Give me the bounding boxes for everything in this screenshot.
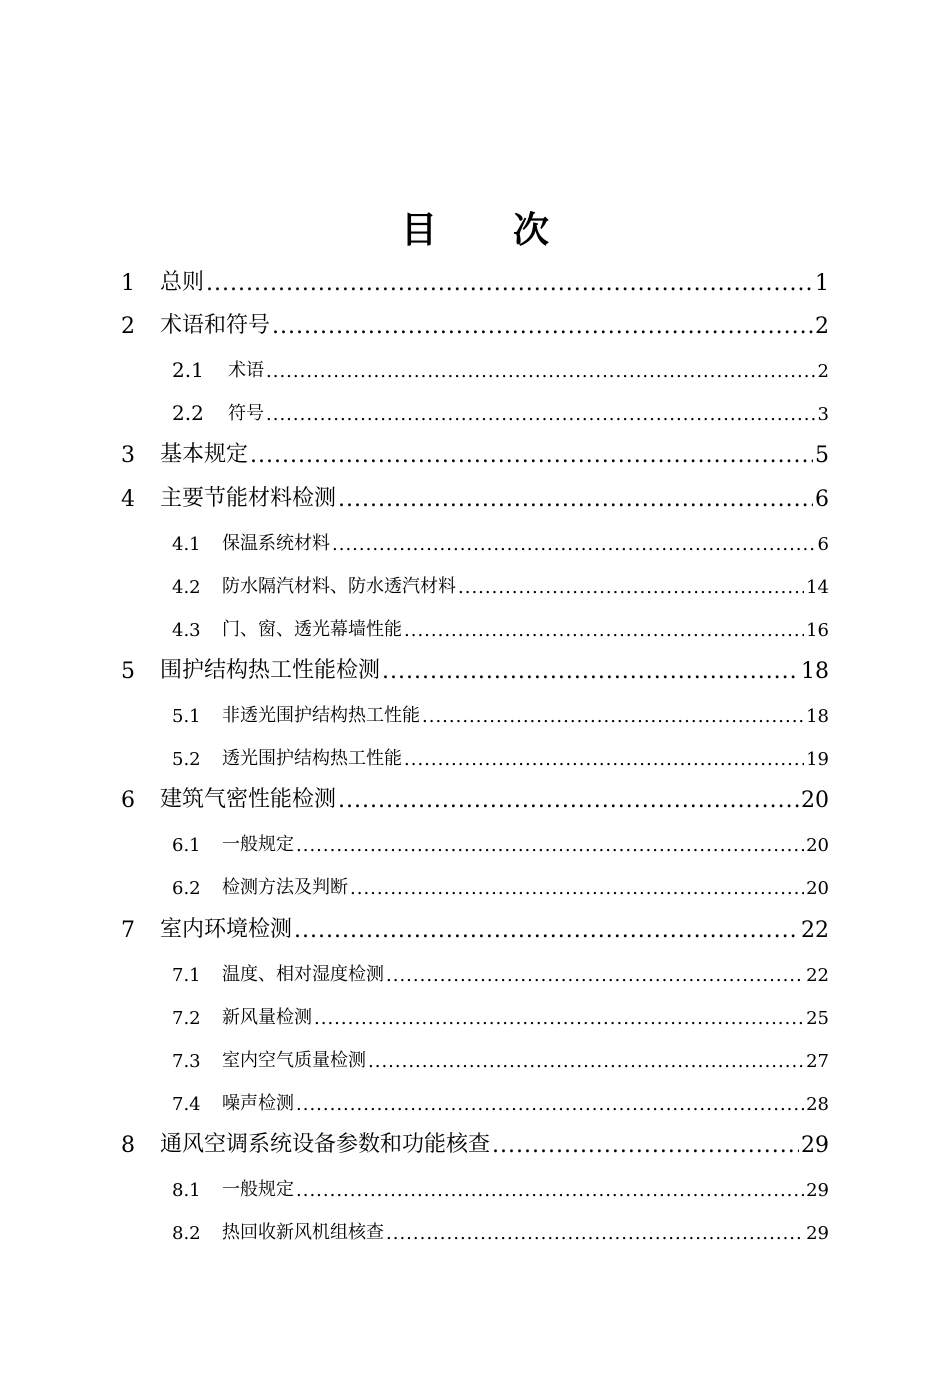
toc-entry-title: 总则 (160, 270, 205, 295)
toc-entry-number: 6.1 (172, 835, 201, 857)
toc-entry-title: 保温系统材料 (222, 532, 330, 554)
toc-dot-leader (338, 487, 813, 512)
page-title-char-1: 目 (400, 209, 437, 252)
toc-entry-number: 7.2 (172, 1007, 201, 1029)
toc-entry-title: 检测方法及判断 (222, 877, 348, 899)
toc-entry[interactable] (172, 1083, 829, 1115)
toc-entry[interactable] (172, 1212, 829, 1244)
toc-entry-number: 5.2 (172, 749, 201, 771)
toc-dot-leader (296, 835, 804, 856)
toc-entry-title: 主要节能材料检测 (160, 485, 337, 511)
toc-entry-page-number: 29 (806, 1223, 829, 1245)
toc-entry[interactable] (121, 307, 829, 339)
toc-dot-leader (294, 918, 799, 943)
toc-entry[interactable] (172, 1040, 829, 1072)
toc-entry-number: 5 (121, 658, 135, 684)
toc-dot-leader (314, 1008, 804, 1029)
toc-entry-page-number: 20 (801, 788, 829, 814)
toc-entry-number: 6.2 (172, 878, 201, 900)
toc-entry[interactable] (121, 480, 829, 512)
toc-entry[interactable] (121, 436, 829, 468)
toc-entry[interactable] (172, 523, 829, 555)
toc-entry-number: 1 (121, 271, 135, 296)
toc-entry-title: 符号 (228, 403, 264, 425)
page-title (0, 202, 950, 253)
toc-dot-leader (404, 749, 804, 770)
toc-entry-number: 6 (121, 788, 135, 814)
toc-entry[interactable] (172, 609, 829, 641)
toc-entry-title: 围护结构热工性能检测 (160, 657, 381, 683)
toc-dot-leader (266, 361, 816, 382)
toc-dot-leader (332, 534, 816, 555)
toc-entry-page-number: 27 (806, 1050, 829, 1072)
toc-entry-page-number: 18 (806, 706, 829, 727)
toc-entry-page-number: 28 (806, 1093, 829, 1115)
toc-dot-leader (338, 788, 799, 813)
toc-entry-number: 4.2 (172, 576, 201, 598)
toc-dot-leader (382, 659, 799, 684)
toc-entry-number: 2 (121, 314, 135, 340)
toc-entry[interactable] (172, 738, 829, 770)
toc-dot-leader (206, 271, 813, 296)
toc-entry-title: 温度、相对湿度检测 (222, 963, 384, 985)
toc-entry-title: 门、窗、透光幕墙性能 (222, 618, 402, 640)
toc-entry[interactable] (172, 350, 829, 382)
toc-entry-page-number: 2 (815, 314, 829, 340)
toc-entry-title: 一般规定 (222, 1179, 294, 1201)
toc-entry-title: 通风空调系统设备参数和功能核查 (160, 1132, 491, 1157)
toc-dot-leader (296, 1180, 804, 1201)
toc-entry-page-number: 1 (815, 271, 829, 296)
toc-entry-number: 4.1 (172, 533, 201, 555)
toc-entry-page-number: 22 (806, 964, 829, 986)
toc-entry[interactable] (121, 781, 829, 813)
page-title-char-2: 次 (513, 209, 550, 252)
toc-dot-leader (272, 314, 813, 339)
toc-dot-leader (296, 1094, 804, 1115)
toc-dot-leader (266, 404, 816, 425)
toc-entry-page-number: 19 (806, 749, 829, 771)
toc-entry[interactable] (121, 1126, 829, 1158)
toc-entry-number: 5.1 (172, 706, 201, 727)
toc-dot-leader (404, 620, 804, 641)
toc-entry-page-number: 29 (801, 1133, 829, 1158)
toc-entry-title: 基本规定 (160, 442, 249, 468)
toc-entry-title: 新风量检测 (222, 1006, 312, 1028)
toc-entry-page-number: 5 (815, 443, 829, 469)
toc-entry-number: 2.1 (172, 358, 204, 383)
toc-dot-leader (422, 706, 804, 727)
toc-entry-title: 一般规定 (222, 834, 294, 856)
toc-entry[interactable] (172, 695, 829, 727)
toc-entry-number: 7.3 (172, 1050, 201, 1072)
toc-entry-page-number: 18 (801, 658, 829, 684)
toc-entry-title: 建筑气密性能检测 (160, 787, 337, 813)
toc-entry[interactable] (172, 566, 829, 598)
toc-entry[interactable] (121, 911, 829, 943)
toc-dot-leader (350, 878, 804, 899)
toc-entry-page-number: 29 (806, 1180, 829, 1202)
toc-entry-page-number: 20 (806, 835, 829, 857)
toc-entry-page-number: 16 (806, 619, 829, 641)
toc-entry[interactable] (172, 393, 829, 425)
toc-entry-title: 热回收新风机组核查 (222, 1222, 384, 1244)
toc-entry-title: 室内空气质量检测 (222, 1049, 366, 1071)
toc-dot-leader (386, 965, 804, 986)
toc-entry-page-number: 22 (801, 917, 829, 943)
toc-entry-page-number: 6 (817, 533, 829, 555)
toc-entry-title: 术语 (228, 360, 264, 382)
toc-entry-page-number: 6 (815, 486, 829, 512)
toc-entry-page-number: 2 (817, 361, 829, 383)
toc-dot-leader (492, 1133, 799, 1158)
toc-entry-number: 8.2 (172, 1223, 201, 1245)
toc-entry-page-number: 14 (806, 576, 829, 598)
toc-entry[interactable] (172, 867, 829, 899)
toc-entry-page-number: 3 (817, 404, 829, 426)
toc-entry-page-number: 25 (806, 1007, 829, 1029)
toc-entry-number: 4.3 (172, 619, 201, 641)
toc-entry-title: 噪声检测 (222, 1092, 294, 1114)
toc-entry[interactable] (172, 1169, 829, 1201)
toc-entry[interactable] (172, 954, 829, 986)
toc-entry-number: 2.2 (172, 401, 204, 426)
toc-entry-title: 防水隔汽材料、防水透汽材料 (222, 575, 456, 597)
toc-entry-page-number: 20 (806, 878, 829, 900)
toc-entry-number: 7.4 (172, 1093, 201, 1115)
toc-entry-number: 8 (121, 1133, 135, 1158)
toc-dot-leader (386, 1223, 804, 1244)
toc-entry[interactable] (172, 997, 829, 1029)
toc-entry-number: 7.1 (172, 964, 201, 986)
toc-entry-number: 8.1 (172, 1180, 201, 1202)
toc-entry-title: 透光围护结构热工性能 (222, 748, 402, 770)
toc-entry-title: 术语和符号 (160, 313, 271, 339)
toc-dot-leader (250, 443, 813, 468)
toc-dot-leader (368, 1051, 804, 1072)
toc-entry[interactable] (121, 652, 829, 684)
toc-entry[interactable] (121, 264, 829, 296)
toc-entry-number: 7 (121, 917, 135, 943)
toc-entry-number: 4 (121, 486, 135, 512)
toc-entry-title: 非透光围护结构热工性能 (222, 705, 420, 726)
toc-entry-number: 3 (121, 443, 135, 469)
toc-dot-leader (458, 577, 804, 598)
toc-entry-title: 室内环境检测 (160, 916, 293, 942)
toc-entry[interactable] (172, 824, 829, 856)
